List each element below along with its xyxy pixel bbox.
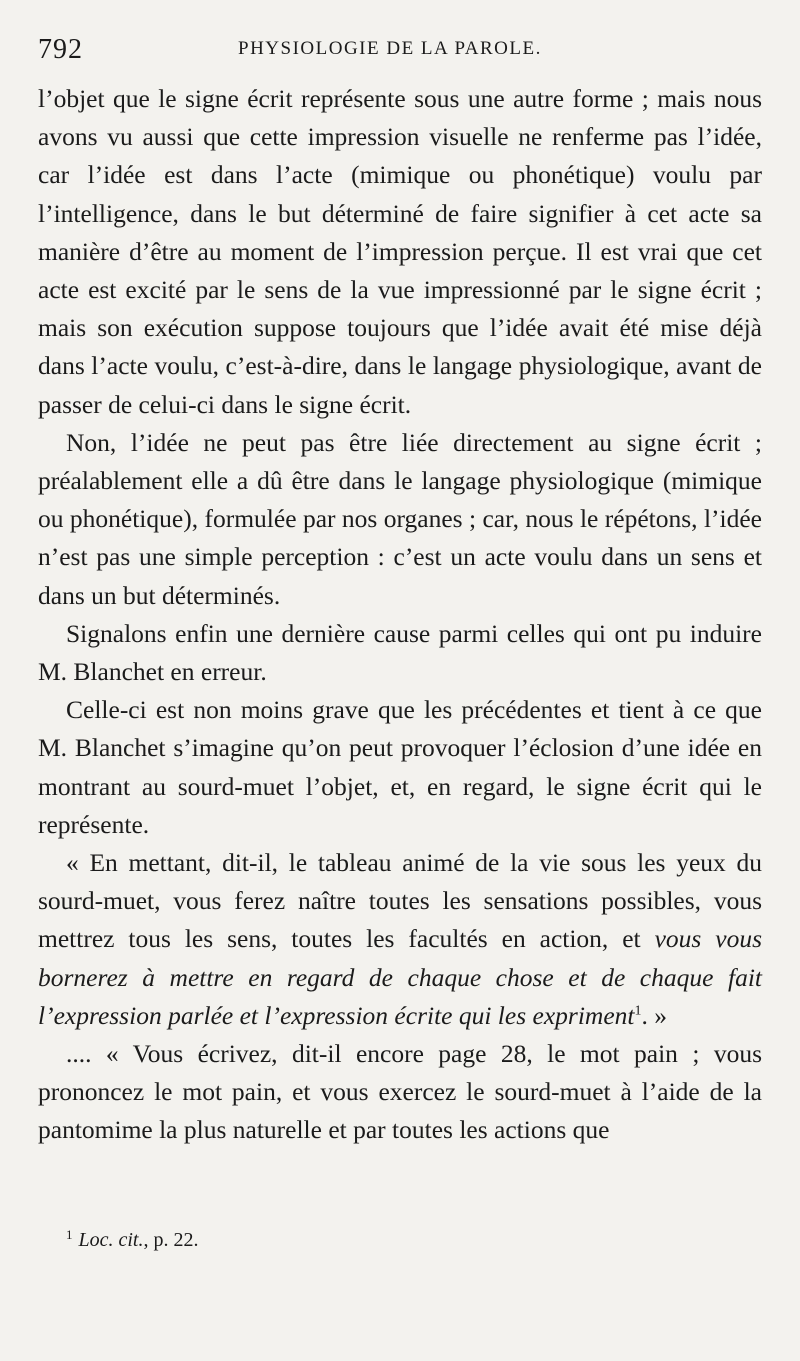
paragraph-1: l’objet que le signe écrit représente sous une autre forme ; mais nous avons vu aussi que cette impression visuelle ne renferme pas l’idée, car l’idée est dans l’acte (mimique ou phonétique) voulu par l’intelligence, dans le but déterminé de faire signifier à cet acte sa manière d’être au moment de l’impression perçue. Il est vrai que cet acte est excité par le sens de la vue impressionné par le signe écrit ; mais son exécution suppose toujours que l’idée avait été mise déjà dans l’acte voulu, c’est-à-dire, dans le langage physiologique, avant de passer de celui-ci dans le signe écrit. [38, 84, 762, 419]
paragraph-3: Signalons enfin une dernière cause parmi celles qui ont pu induire M. Blanchet en erreur. [38, 618, 762, 687]
footnote-citation: Loc. cit. [78, 1229, 144, 1251]
running-title: PHYSIOLOGIE DE LA PAROLE. [238, 38, 542, 59]
page-number: 792 [38, 34, 83, 65]
quote-text: « En mettant, dit-il, le tableau animé de la vie sous les yeux du sourd-muet, vous ferez naître toutes les sensations possibles, vous mettrez tous les sens, toutes les facultés en action, et [38, 848, 762, 954]
quote-italic-text: vous vous bornerez à mettre en regard de chaque chose et de chaque fait l’expression parlée et l’expression écrite qui les expriment [38, 924, 762, 1030]
paragraph-2: Non, l’idée ne peut pas être liée directement au signe écrit ; préalablement elle a dû être dans le langage physiologique (mimique ou phonétique), formulée par nos organes ; car, nous le répétons, l’idée n’est pas une simple perception : c’est un acte voulu dans un sens et dans un but déterminés. [38, 427, 762, 610]
paragraph-4: Celle-ci est non moins grave que les précédentes et tient à ce que M. Blanchet s’imagine qu’on peut provoquer l’éclosion d’une idée en montrant au sourd-muet l’objet, et, en regard, le signe écrit qui le représente. [38, 695, 762, 839]
footnote-mark: 1 [66, 1227, 73, 1242]
paragraph-5-quote [38, 844, 762, 1035]
footnote-reference: 1 [634, 1003, 642, 1019]
quote-close: . » [641, 1000, 667, 1030]
body-text [38, 80, 762, 1150]
footnote [66, 1222, 766, 1253]
page-header [38, 30, 758, 66]
footnote-page: , p. 22. [143, 1229, 199, 1251]
paragraph-6: .... « Vous écrivez, dit-il encore page 28, le mot pain ; vous prononcez le mot pain, et vous exercez le sourd-muet à l’aide de la pantomime la plus naturelle et par toutes les actions que [38, 1039, 762, 1145]
